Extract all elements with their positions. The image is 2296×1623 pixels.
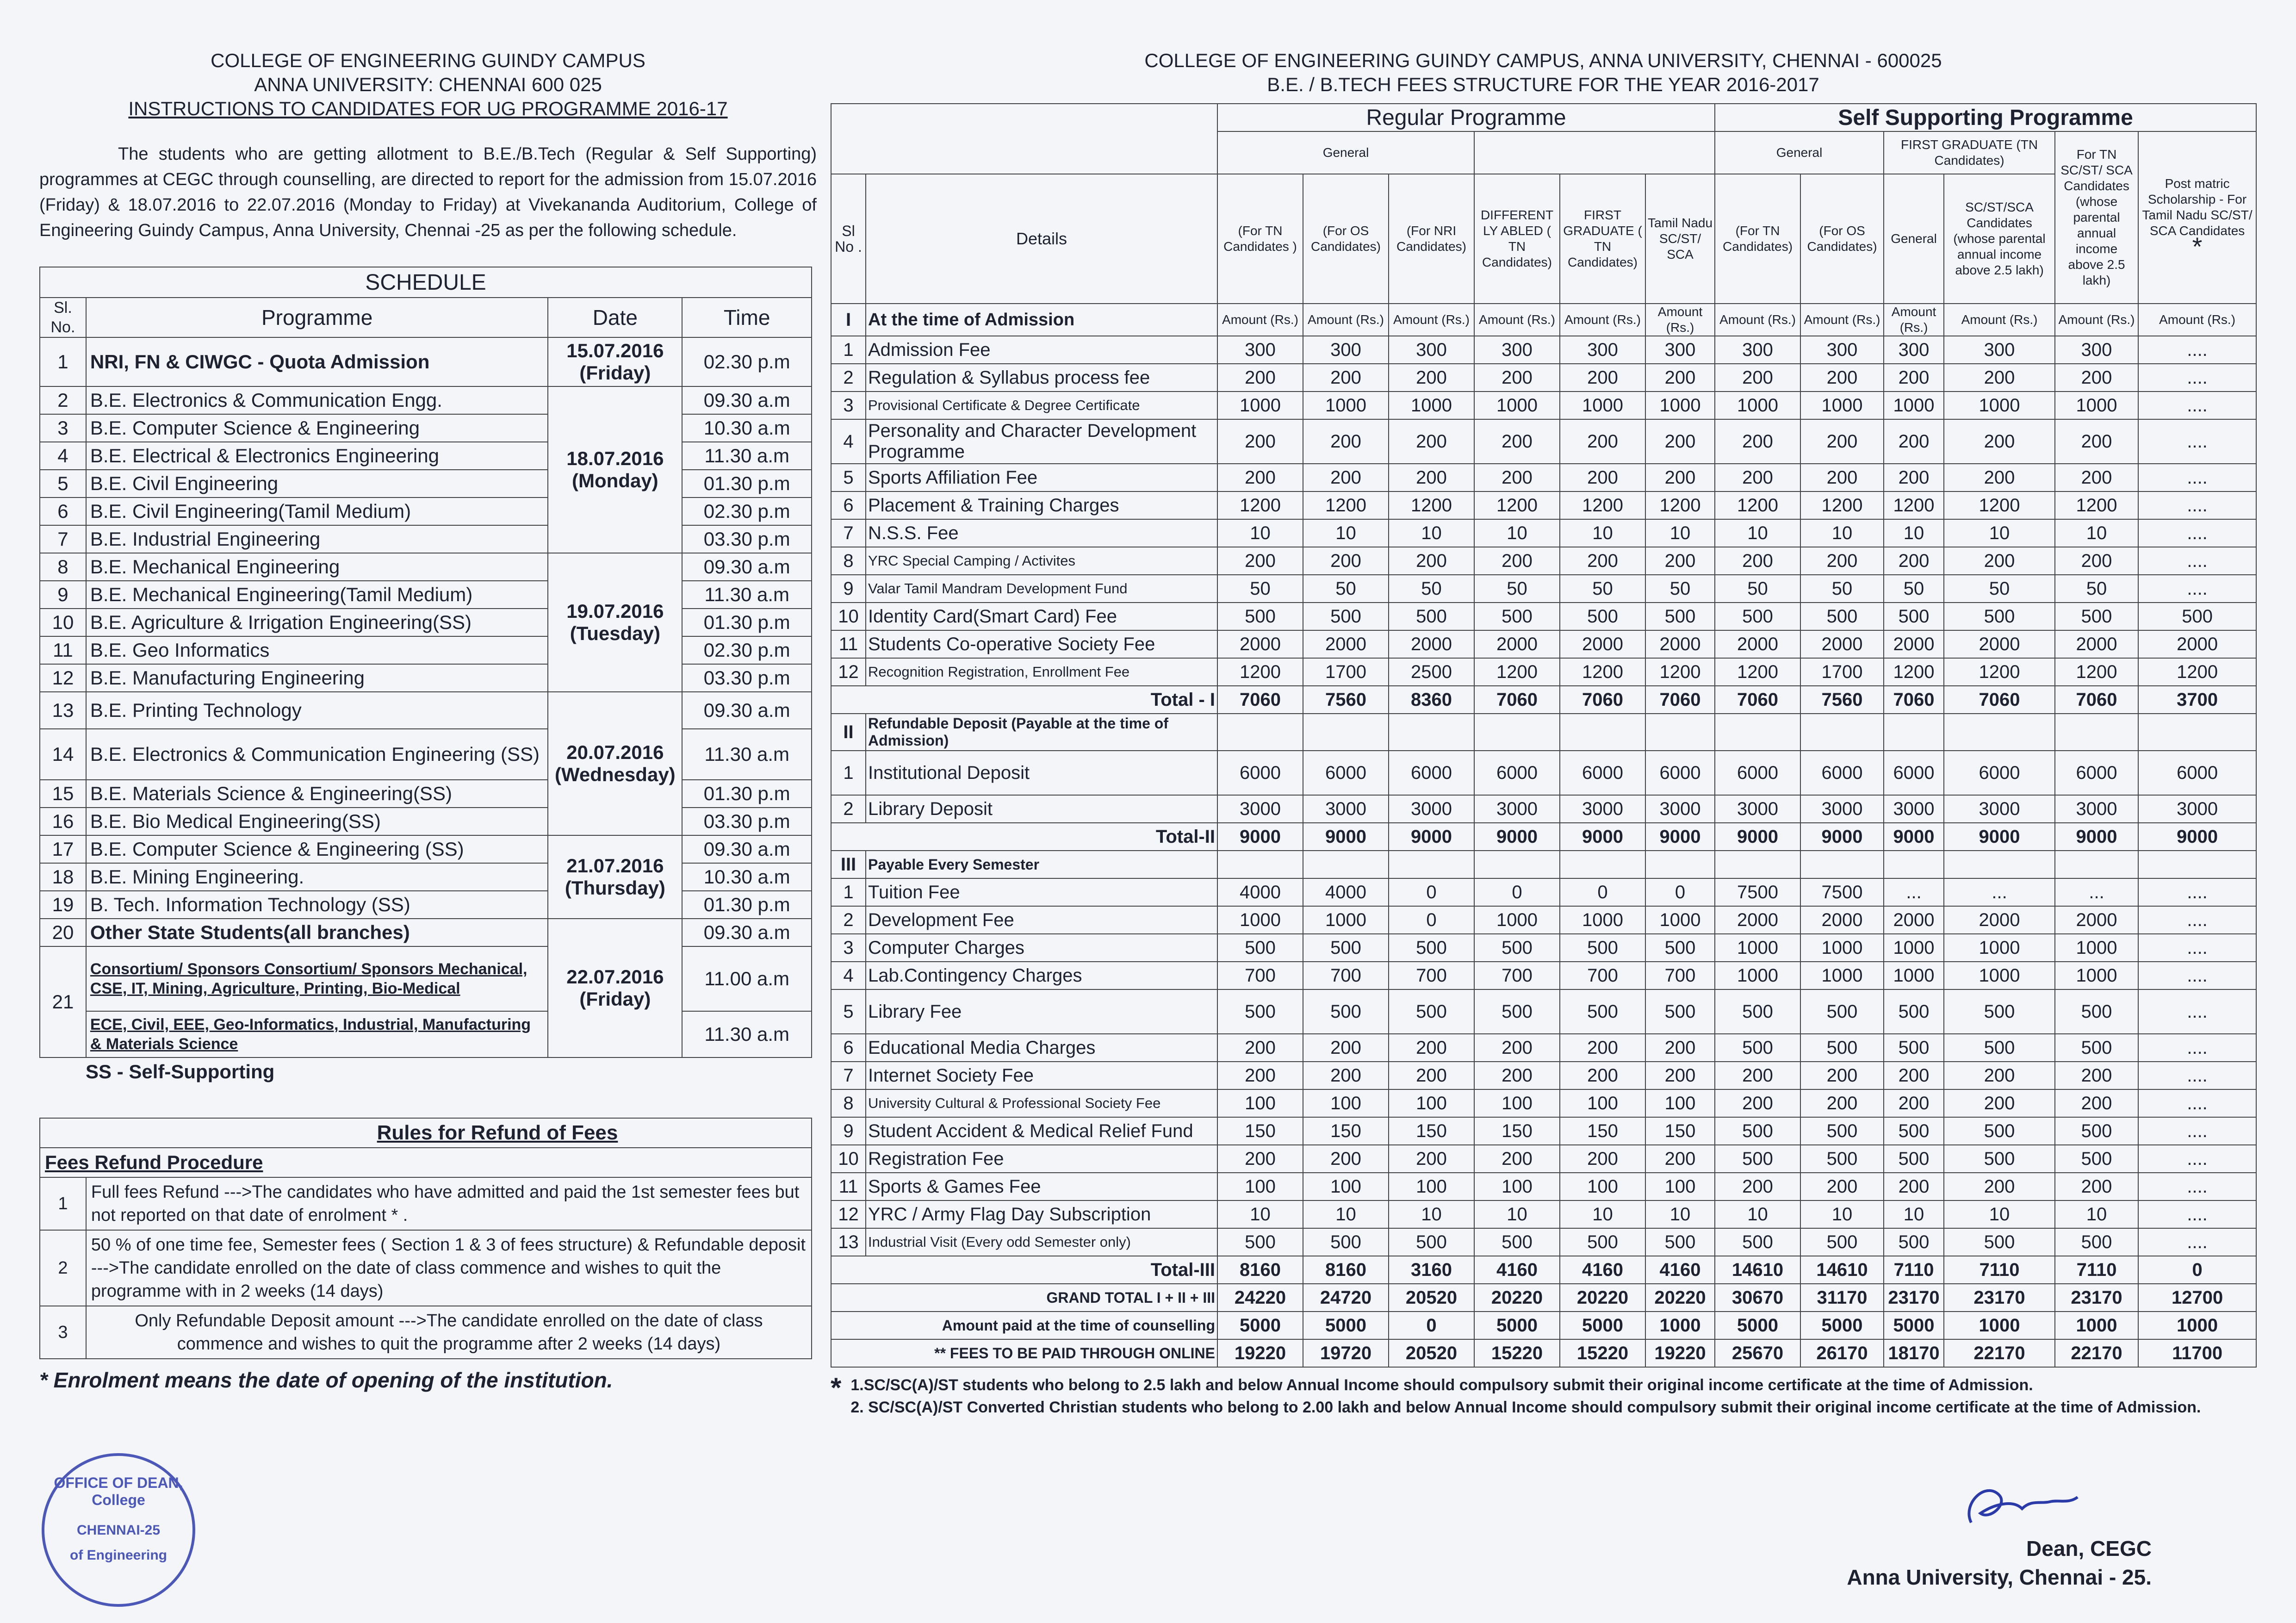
date-cell: 20.07.2016 (Wednesday) (548, 692, 682, 835)
fee-row: 1 Tuition Fee 4000 4000 0 0 0 0 7500 7500 ... ... ... .... (831, 878, 2256, 906)
fees-structure-title: B.E. / B.TECH FEES STRUCTURE FOR THE YEAR 2016-2017 (1267, 74, 1819, 95)
college-title: COLLEGE OF ENGINEERING GUINDY CAMPUS (211, 50, 645, 71)
fee-row: 12 YRC / Army Flag Day Subscription 10 10 10 10 10 10 10 10 10 10 10 .... (831, 1200, 2256, 1228)
ss-note: SS - Self-Supporting (86, 1061, 275, 1082)
col-time: Time (682, 298, 812, 337)
refund-rule: 50 % of one time fee, Semester fees ( Section 1 & 3 of fees structure) & Refundable deposit --->The candidate enrolled on the date of class commence and wishes to quit the programme with in 2 weeks (14 days) (86, 1230, 812, 1306)
refund-title: Rules for Refund of Fees (40, 1118, 812, 1148)
fee-row: 7 Internet Society Fee 200 200 200 200 200 200 200 200 200 200 200 .... (831, 1062, 2256, 1089)
refund-table: Rules for Refund of Fees Fees Refund Procedure 1 Full fees Refund --->The candidates who have admitted and paid the 1st semester fees but not reported on that date of enrolment * . 2 50 % of one time fee, Semester fees ( Section 1 & 3 of fees structure) & Refundable deposit --->The candidate enrolled on the date of class commence and wishes to quit the programme with in 2 weeks (14 days) 3 Only Refundable Deposit amount --->The candidate enrolled on the date of class commence and wishes to quit the programme after 2 weeks (14 days) (39, 1118, 812, 1359)
fee-row: 10 Identity Card(Smart Card) Fee 500 500 500 500 500 500 500 500 500 500 500 500 (831, 603, 2256, 630)
fee-row: 6 Placement & Training Charges 1200 1200 1200 1200 1200 1200 1200 1200 1200 1200 1200 .... (831, 491, 2256, 519)
regular-programme-header: Regular Programme (1217, 104, 1715, 131)
total-row: Total-III 8160 8160 3160 4160 4160 4160 14610 14610 7110 7110 7110 0 (831, 1256, 2256, 1284)
refund-rule: Full fees Refund --->The candidates who have admitted and paid the 1st semester fees but not reported on that date of enrolment * . (86, 1177, 812, 1230)
schedule-title: SCHEDULE (40, 267, 812, 298)
self-supporting-header: Self Supporting Programme (1715, 104, 2256, 131)
fee-row: 5 Sports Affiliation Fee 200 200 200 200 200 200 200 200 200 200 200 .... (831, 464, 2256, 491)
fee-row: 9 Student Accident & Medical Relief Fund 150 150 150 150 150 150 500 500 500 500 500 .... (831, 1117, 2256, 1145)
fee-row: 4 Lab.Contingency Charges 700 700 700 700 700 700 1000 1000 1000 1000 1000 .... (831, 962, 2256, 989)
left-panel (39, 49, 817, 1393)
instructions-title: INSTRUCTIONS TO CANDIDATES FOR UG PROGRAMME 2016-17 (128, 98, 728, 119)
col-no: Sl. No. (40, 298, 86, 337)
office-seal: OFFICE OF DEAN, College CHENNAI-25 of Engineering (42, 1453, 195, 1607)
fees-table: Regular Programme Self Supporting Programme General General FIRST GRADUATE (TN Candidates) For TN SC/ST/ SCA Candidates (whose parental annual income above 2.5 lakh) Post matric Scholarship - For Tamil Nadu SC/ST/ SCA Candidates * Sl No . Details (For TN Candidates ) (For OS Candidates) (For NRI Candidates) DIFFERENT LY ABLED ( TN Candidates) FIRST GRADUATE ( TN Candidates) Tamil Nadu SC/ST/ SCA (For TN Candidates) (For OS Candidates) General SC/ST/SCA Candidates (whose parental annual income above 2.5 lakh) I At the time of Admission Amount (Rs.) Amount (Rs.) Amount (Rs.) Amount (Rs.) Amount (Rs.) Amount (Rs.) Amount (Rs.) Amount (Rs.) Amount (Rs.) Amount (Rs.) Amount (Rs.) Amount (Rs.) 1 Admission Fee 300 300 300 300 300 300 300 300 300 300 300 .... 2 Regulation & Syllabus process fee 200 200 200 200 200 200 200 200 200 200 200 .... 3 Provisional Certificate & Degree Certificate 1000 1000 1000 1000 1000 1000 1000 1000 1000 1000 1000 .... 4 Personality and Character Development Programme 200 200 200 200 200 200 200 200 200 200 200 .... 5 Sports Affiliation Fee 200 200 200 200 200 200 200 200 200 200 200 .... 6 Placement & Training Charges 1200 1200 1200 1200 1200 1200 1200 1200 1200 1200 1200 .... 7 N.S.S. Fee 10 10 10 10 10 10 10 10 10 10 10 .... 8 YRC Special Camping / Activites 200 200 200 200 200 200 200 200 200 200 200 .... 9 Valar Tamil Mandram Development Fund 50 50 50 50 50 50 50 50 50 50 50 .... 10 Identity Card(Smart Card) Fee 500 500 500 500 500 500 500 500 500 500 500 500 11 Students Co-operative Society Fee 2000 2000 2000 2000 2000 2000 2000 2000 2000 2000 2000 2000 12 Recognition Registration, Enrollment Fee 1200 1700 2500 1200 1200 1200 1200 1700 1200 1200 1200 1200 Total - I 7060 7560 8360 7060 7060 7060 7060 7560 7060 7060 7060 3700 II Refundable Deposit (Payable at the time of Admission) 1 Institutional Deposit 6000 6000 6000 6000 6000 6000 6000 6000 6000 6000 6000 6000 2 Library Deposit 3000 3000 3000 3000 3000 3000 3000 3000 3000 3000 3000 3000 Total-II 9000 9000 9000 9000 9000 9000 9000 9000 9000 9000 9000 9000 III Payable Every Semester 1 Tuition Fee 4000 4000 0 0 0 0 7500 7500 ... ... ... .... 2 Development Fee 1000 1000 0 1000 1000 1000 2000 2000 2000 2000 2000 .... 3 Computer Charges 500 500 500 500 500 500 1000 1000 1000 1000 1000 .... 4 Lab.Contingency Charges 700 700 700 700 700 700 1000 1000 1000 1000 1000 .... 5 Library Fee 500 500 500 500 500 500 500 500 500 500 500 .... 6 Educational Media Charges 200 200 200 200 200 200 500 500 500 500 500 .... 7 Internet Society Fee 200 200 200 200 200 200 200 200 200 200 200 .... 8 University Cultural & Professional Society Fee 100 100 100 100 100 100 200 200 200 200 200 .... 9 Student Accident & Medical Relief Fund 150 150 150 150 150 150 500 500 500 500 500 .... 10 Registration Fee 200 200 200 200 200 200 500 500 500 500 500 .... 11 Sports & Games Fee 100 100 100 100 100 100 200 200 200 200 200 .... 12 YRC / Army Flag Day Subscription 10 10 10 10 10 10 10 10 10 10 10 .... 13 Industrial Visit (Every odd Semester only) 500 500 500 500 500 500 500 500 500 500 500 .... Total-III 8160 8160 3160 4160 4160 4160 14610 14610 7110 7110 7110 0 GRAND TOTAL I + II + III 24220 24720 20520 20220 20220 20220 30670 31170 23170 23170 23170 12700 Amount paid at the time of counselling 5000 5000 0 5000 5000 1000 5000 5000 5000 1000 1000 1000 ** FEES TO BE PAID THROUGH ONLINE 19220 19720 20520 15220 15220 19220 25670 26170 18170 22170 22170 11700 (831, 103, 2257, 1368)
total-row: GRAND TOTAL I + II + III 24220 24720 20520 20220 20220 20220 30670 31170 23170 23170 23170 12700 (831, 1284, 2256, 1312)
total-row: Total-II 9000 9000 9000 9000 9000 9000 9000 9000 9000 9000 9000 9000 (831, 823, 2256, 851)
section-header: I At the time of Admission Amount (Rs.) Amount (Rs.) Amount (Rs.) Amount (Rs.) Amount (Rs.) Amount (Rs.) Amount (Rs.) Amount (Rs.) Amount (Rs.) Amount (Rs.) Amount (Rs.) Amount (Rs.) (831, 304, 2256, 336)
date-cell: 15.07.2016 (Friday) (548, 337, 682, 386)
schedule-table: SCHEDULE Sl. No. Programme Date Time 1 NRI, FN & CIWGC - Quota Admission 15.07.2016 (Friday) 02.30 p.m 2 B.E. Electronics & Communication Engg. 18.07.2016 (Monday) 09.30 a.m 3 B.E. Computer Science & Engineering 10.30 a.m 4 B.E. Electrical & Electronics Engineering 11.30 a.m 5 B.E. Civil Engineering 01.30 p.m 6 B.E. Civil Engineering(Tamil Medium) 02.30 p.m 7 B.E. Industrial Engineering 03.30 p.m 8 B.E. Mechanical Engineering 19.07.2016 (Tuesday) 09.30 a.m 9 B.E. Mechanical Engineering(Tamil Medium) 11.30 a.m 10 B.E. Agriculture & Irrigation Engineering(SS) 01.30 p.m 11 B.E. Geo Informatics 02.30 p.m 12 B.E. Manufacturing Engineering 03.30 p.m 13 B.E. Printing Technology 20.07.2016 (Wednesday) 09.30 a.m 14 B.E. Electronics & Communication Engineering (SS) 11.30 a.m 15 B.E. Materials Science & Engineering(SS) 01.30 p.m 16 B.E. Bio Medical Engineering(SS) 03.30 p.m 17 B.E. Computer Science & Engineering (SS) 21.07.2016 (Thursday) 09.30 a.m 18 B.E. Mining Engineering. 10.30 a.m 19 B. Tech. Information Technology (SS) 01.30 p.m 20 Other State Students(all branches) 22.07.2016 (Friday) 09.30 a.m 21 Consortium/ Sponsors Consortium/ Sponsors Mechanical, CSE, IT, Mining, Agriculture, Printing, Bio-Medical 11.00 a.m ECE, Civil, EEE, Geo-Informatics, Industrial, Manufacturing & Materials Science 11.30 a.m (39, 267, 812, 1058)
date-cell: 22.07.2016 (Friday) (548, 919, 682, 1057)
total-row: Total - I 7060 7560 8360 7060 7060 7060 7060 7560 7060 7060 7060 3700 (831, 686, 2256, 714)
fee-row: 6 Educational Media Charges 200 200 200 200 200 200 500 500 500 500 500 .... (831, 1034, 2256, 1062)
dean-address: Anna University, Chennai - 25. (1847, 1565, 2152, 1589)
fee-row: 3 Computer Charges 500 500 500 500 500 500 1000 1000 1000 1000 1000 .... (831, 934, 2256, 962)
total-row: ** FEES TO BE PAID THROUGH ONLINE 19220 19720 20520 15220 15220 19220 25670 26170 18170 22170 22170 11700 (831, 1339, 2256, 1367)
fee-row: 11 Students Co-operative Society Fee 2000 2000 2000 2000 2000 2000 2000 2000 2000 2000 2000 2000 (831, 630, 2256, 658)
col-date: Date (548, 298, 682, 337)
fee-row: 2 Library Deposit 3000 3000 3000 3000 3000 3000 3000 3000 3000 3000 3000 3000 (831, 795, 2256, 823)
income-notes: * 1.SC/SC(A)/ST students who belong to 2.5 lakh and below Annual Income should compulsory submit their original income certificate at the time of Admission. 2. SC/SC(A)/ST Converted Christian students who belong to 2.00 lakh and below Annual Income should compulsory submit their original income certificate at the time of Admission. (831, 1374, 2256, 1418)
university-title: ANNA UNIVERSITY: CHENNAI 600 025 (254, 74, 602, 95)
note-2: 2. SC/SC(A)/ST Converted Christian students who belong to 2.00 lakh and below Annual Income should compulsory submit their original income certificate at the time of Admission. (850, 1399, 2201, 1416)
fee-row: 12 Recognition Registration, Enrollment Fee 1200 1700 2500 1200 1200 1200 1200 1700 1200 1200 1200 1200 (831, 658, 2256, 686)
fee-row: 10 Registration Fee 200 200 200 200 200 200 500 500 500 500 500 .... (831, 1145, 2256, 1173)
dean-signature (1957, 1476, 2096, 1532)
date-cell: 21.07.2016 (Thursday) (548, 835, 682, 919)
section-header: II Refundable Deposit (Payable at the time of Admission) (831, 714, 2256, 751)
fees-college-title: COLLEGE OF ENGINEERING GUINDY CAMPUS, ANNA UNIVERSITY, CHENNAI - 600025 (1144, 50, 1942, 71)
fee-row: 8 YRC Special Camping / Activites 200 200 200 200 200 200 200 200 200 200 200 .... (831, 547, 2256, 575)
fee-row: 11 Sports & Games Fee 100 100 100 100 100 100 200 200 200 200 200 .... (831, 1173, 2256, 1200)
fee-row: 8 University Cultural & Professional Society Fee 100 100 100 100 100 100 200 200 200 200 200 .... (831, 1089, 2256, 1117)
fee-row: 1 Institutional Deposit 6000 6000 6000 6000 6000 6000 6000 6000 6000 6000 6000 6000 (831, 751, 2256, 795)
fee-row: 3 Provisional Certificate & Degree Certificate 1000 1000 1000 1000 1000 1000 1000 1000 1000 1000 1000 .... (831, 392, 2256, 419)
right-panel (831, 49, 2256, 1418)
fee-row: 4 Personality and Character Development Programme 200 200 200 200 200 200 200 200 200 200 200 .... (831, 419, 2256, 464)
refund-rule: Only Refundable Deposit amount --->The candidate enrolled on the date of class commence and wishes to quit the programme after 2 weeks (14 days) (86, 1306, 812, 1359)
fee-row: 13 Industrial Visit (Every odd Semester only) 500 500 500 500 500 500 500 500 500 500 500 .... (831, 1228, 2256, 1256)
table-row: 1 (40, 337, 86, 386)
fee-row: 2 Regulation & Syllabus process fee 200 200 200 200 200 200 200 200 200 200 200 .... (831, 364, 2256, 392)
refund-subtitle: Fees Refund Procedure (40, 1148, 812, 1177)
fee-row: 1 Admission Fee 300 300 300 300 300 300 300 300 300 300 300 .... (831, 336, 2256, 364)
enrolment-note: * Enrolment means the date of opening of the institution. (39, 1368, 613, 1392)
fee-row: 7 N.S.S. Fee 10 10 10 10 10 10 10 10 10 10 10 .... (831, 519, 2256, 547)
dean-title: Dean, CEGC (2026, 1536, 2152, 1561)
fee-row: 5 Library Fee 500 500 500 500 500 500 500 500 500 500 500 .... (831, 989, 2256, 1034)
date-cell: 19.07.2016 (Tuesday) (548, 553, 682, 692)
note-1: 1.SC/SC(A)/ST students who belong to 2.5 lakh and below Annual Income should compulsory submit their original income certificate at the time of Admission. (850, 1376, 2033, 1394)
col-programme: Programme (86, 298, 548, 337)
dean-block (1805, 1534, 2152, 1592)
section-header: III Payable Every Semester (831, 851, 2256, 878)
total-row: Amount paid at the time of counselling 5000 5000 0 5000 5000 1000 5000 5000 5000 1000 1000 1000 (831, 1312, 2256, 1339)
date-cell: 18.07.2016 (Monday) (548, 386, 682, 553)
fee-row: 9 Valar Tamil Mandram Development Fund 50 50 50 50 50 50 50 50 50 50 50 .... (831, 575, 2256, 603)
intro-paragraph: The students who are getting allotment to B.E./B.Tech (Regular & Self Supporting) programmes at CEGC through counselling, are directed to report for the admission from 15.07.2016 (Friday) & 18.07.2016 to 22.07.2016 (Monday to Friday) at Vivekananda Auditorium, College of Engineering Guindy Campus, Anna University, Chennai -25 as per the following schedule. (39, 144, 817, 240)
fee-row: 2 Development Fee 1000 1000 0 1000 1000 1000 2000 2000 2000 2000 2000 .... (831, 906, 2256, 934)
